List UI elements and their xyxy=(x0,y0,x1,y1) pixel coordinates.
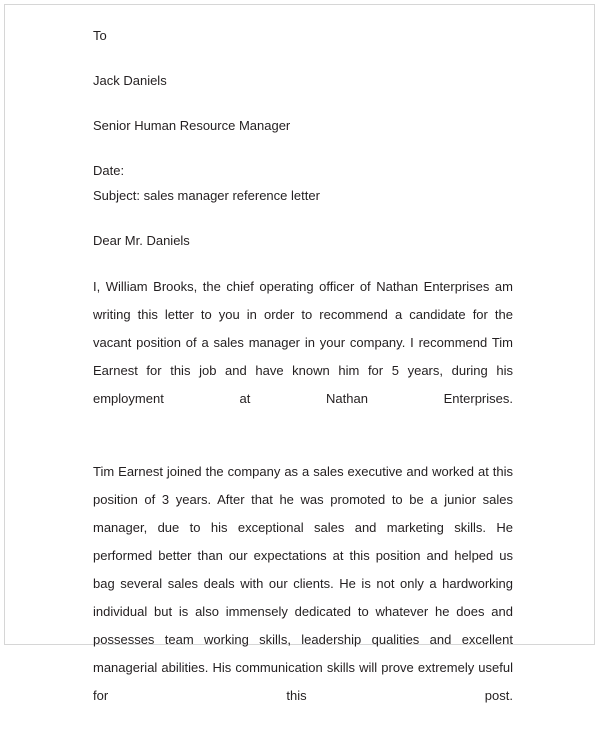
salutation: Dear Mr. Daniels xyxy=(93,233,190,248)
to-label: To xyxy=(93,28,107,43)
recipient-name: Jack Daniels xyxy=(93,73,167,88)
letter-meta xyxy=(93,158,513,208)
document-page xyxy=(4,4,595,703)
body-paragraph-1: I, William Brooks, the chief operating officer of Nathan Enterprises am writing this letter to you in order to recommend a candidate for the vacant position of a sales manager in your company. I recommend Tim Earnest for this job and have known him for 5 years, during his employment at Nathan Enterprises. xyxy=(93,279,513,406)
body-paragraph-2: Tim Earnest joined the company as a sales executive and worked at this position of 3 years. After that he was promoted to be a junior sales manager, due to his exceptional sales and marketing skills. He performed better than our expectations at this position and helped us bag several sales deals with our clients. He is not only a hardworking individual but is also immensely dedicated to whatever he does and possesses team working skills, leadership qualities and excellent managerial abilities. His communication skills will prove extremely useful for this post. xyxy=(93,464,513,703)
recipient-title: Senior Human Resource Manager xyxy=(93,118,291,133)
subject-line: Subject: sales manager reference letter xyxy=(93,188,320,203)
date-line: Date: xyxy=(93,163,125,178)
letter-body xyxy=(93,23,513,738)
